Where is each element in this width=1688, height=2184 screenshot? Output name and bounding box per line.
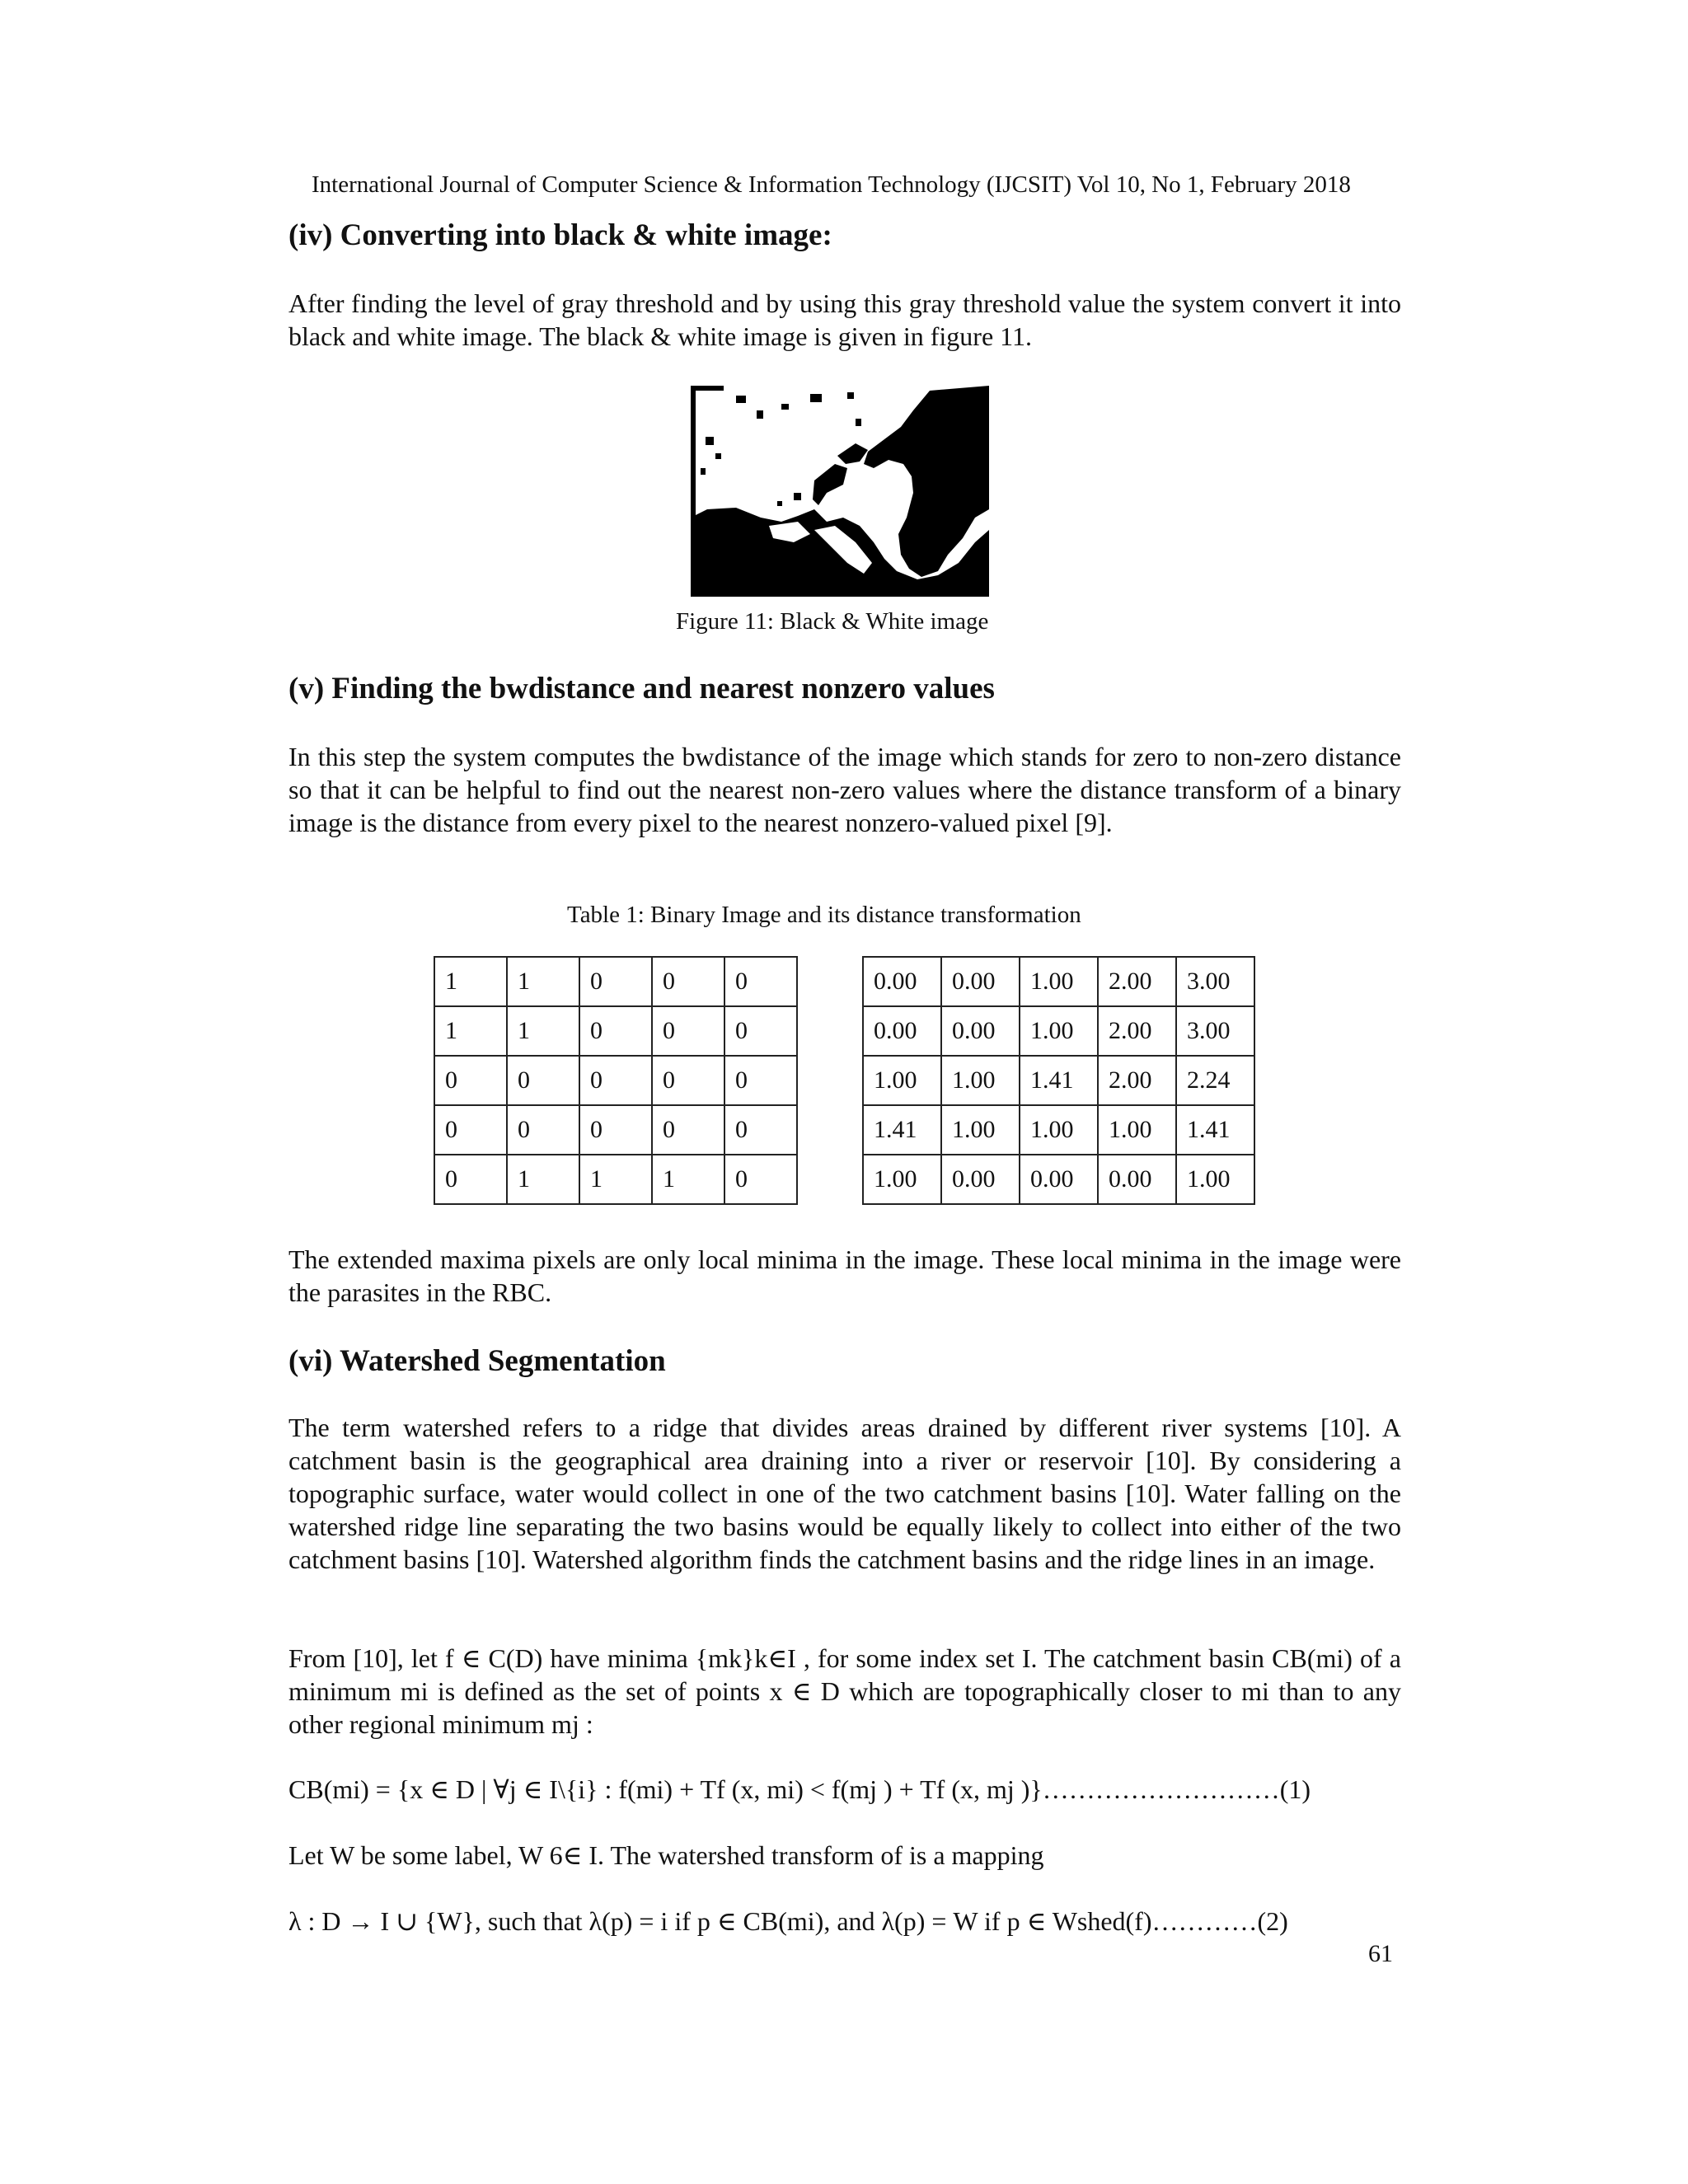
- distance-cell: 3.00: [1176, 957, 1254, 1006]
- binary-cell: 0: [579, 957, 652, 1006]
- binary-cell: 1: [434, 957, 507, 1006]
- distance-cell: 0.00: [863, 957, 941, 1006]
- after-table-paragraph: The extended maxima pixels are only local minima in the image. These local minima in the image were the parasites in the RBC.: [288, 1244, 1401, 1307]
- section-v-paragraph: In this step the system computes the bwdistance of the image which stands for zero to non-zero distance so that it can be helpful to find out the nearest non-zero values where the distance transform of a binary image is the distance from every pixel to the nearest nonzero-valued pixel [9].: [288, 742, 1401, 837]
- equation-1: CB(mi) = {x ∈ D | ∀j ∈ I\{i} : f(mi) + Tf (x, mi) < f(mj ) + Tf (x, mj )}………………………(1): [288, 1774, 1311, 1804]
- distance-cell: 3.00: [1176, 1006, 1254, 1056]
- distance-cell: 1.00: [863, 1056, 941, 1105]
- distance-row: [863, 1006, 1254, 1056]
- section-iv-heading: (iv) Converting into black & white image:: [288, 218, 832, 252]
- binary-cell: 1: [434, 1006, 507, 1056]
- distance-cell: 1.00: [1020, 957, 1098, 1006]
- binary-cell: 0: [652, 1006, 724, 1056]
- figure-11-image: [691, 386, 989, 597]
- section-vi-paragraph-1: The term watershed refers to a ridge that divides areas drained by different river systems [10]. A catchment basin is the geographical area draining into a river or reservoir [10]. By considering a topographic surface, water would collect in one of the two catchment basins [10]. Water falling on the watershed ridge line separating the two basins would be equally likely to collect into either of the two catchment basins [10]. Watershed algorithm finds the catchment basins and the ridge lines in an image.: [288, 1413, 1401, 1574]
- binary-cell: 0: [434, 1155, 507, 1204]
- distance-cell: 2.00: [1098, 1006, 1176, 1056]
- distance-row: [863, 957, 1254, 1006]
- binary-cell: 1: [507, 1155, 579, 1204]
- black-white-image: [691, 386, 989, 597]
- binary-cell: 0: [724, 1006, 797, 1056]
- distance-transform-table: [862, 956, 1255, 1205]
- equation-2: λ : D → I ∪ {W}, such that λ(p) = i if p ∈ CB(mi), and λ(p) = W if p ∈ Wshed(f)…………(2): [288, 1906, 1288, 1936]
- binary-image-table: [434, 956, 798, 1205]
- section-v-heading: (v) Finding the bwdistance and nearest nonzero values: [288, 672, 995, 705]
- distance-cell: 1.00: [1020, 1006, 1098, 1056]
- binary-cell: 0: [579, 1006, 652, 1056]
- distance-cell: 1.00: [1020, 1105, 1098, 1155]
- figure-11-caption: Figure 11: Black & White image: [676, 608, 989, 635]
- section-iv-paragraph: After finding the level of gray threshold and by using this gray threshold value the system convert it into black and white image. The black & white image is given in figure 11.: [288, 288, 1401, 351]
- binary-row: [434, 1056, 797, 1105]
- binary-cell: 1: [652, 1155, 724, 1204]
- distance-row: [863, 1056, 1254, 1105]
- distance-cell: 0.00: [941, 1155, 1020, 1204]
- binary-cell: 0: [724, 1056, 797, 1105]
- binary-cell: 1: [507, 1006, 579, 1056]
- distance-cell: 0.00: [941, 957, 1020, 1006]
- page-number: 61: [1368, 1940, 1393, 1967]
- binary-row: [434, 1006, 797, 1056]
- binary-cell: 0: [579, 1105, 652, 1155]
- distance-cell: 0.00: [1098, 1155, 1176, 1204]
- binary-cell: 1: [507, 957, 579, 1006]
- binary-row: [434, 1105, 797, 1155]
- distance-cell: 0.00: [941, 1006, 1020, 1056]
- running-head: International Journal of Computer Science & Information Technology (IJCSIT) Vol 10, No 1, February 2018: [312, 171, 1351, 198]
- distance-cell: 1.00: [1098, 1105, 1176, 1155]
- distance-cell: 1.00: [863, 1155, 941, 1204]
- distance-row: [863, 1105, 1254, 1155]
- binary-cell: 0: [507, 1056, 579, 1105]
- distance-cell: 1.00: [941, 1105, 1020, 1155]
- binary-cell: 0: [652, 957, 724, 1006]
- distance-cell: 2.00: [1098, 1056, 1176, 1105]
- binary-cell: 0: [652, 1056, 724, 1105]
- binary-cell: 0: [724, 957, 797, 1006]
- distance-cell: 0.00: [863, 1006, 941, 1056]
- distance-cell: 1.00: [1176, 1155, 1254, 1204]
- distance-cell: 0.00: [1020, 1155, 1098, 1204]
- binary-cell: 0: [579, 1056, 652, 1105]
- binary-cell: 0: [724, 1105, 797, 1155]
- binary-cell: 0: [434, 1056, 507, 1105]
- distance-cell: 1.41: [1176, 1105, 1254, 1155]
- distance-cell: 2.00: [1098, 957, 1176, 1006]
- watershed-label-line: Let W be some label, W 6∈ I. The watershed transform of is a mapping: [288, 1840, 1044, 1870]
- binary-cell: 1: [579, 1155, 652, 1204]
- section-vi-heading: (vi) Watershed Segmentation: [288, 1344, 666, 1378]
- binary-cell: 0: [652, 1105, 724, 1155]
- section-vi-paragraph-2: From [10], let f ∈ C(D) have minima {mk}k∈I , for some index set I. The catchment basin CB(mi) of a minimum mi is defined as the set of points x ∈ D which are topographically closer to mi than to any other regional minimum mj :: [288, 1643, 1401, 1739]
- binary-row: [434, 1155, 797, 1204]
- distance-cell: 2.24: [1176, 1056, 1254, 1105]
- binary-cell: 0: [724, 1155, 797, 1204]
- distance-cell: 1.00: [941, 1056, 1020, 1105]
- distance-cell: 1.41: [863, 1105, 941, 1155]
- binary-cell: 0: [507, 1105, 579, 1155]
- binary-row: [434, 957, 797, 1006]
- distance-cell: 1.41: [1020, 1056, 1098, 1105]
- binary-cell: 0: [434, 1105, 507, 1155]
- distance-row: [863, 1155, 1254, 1204]
- table-1-caption: Table 1: Binary Image and its distance transformation: [567, 902, 1081, 928]
